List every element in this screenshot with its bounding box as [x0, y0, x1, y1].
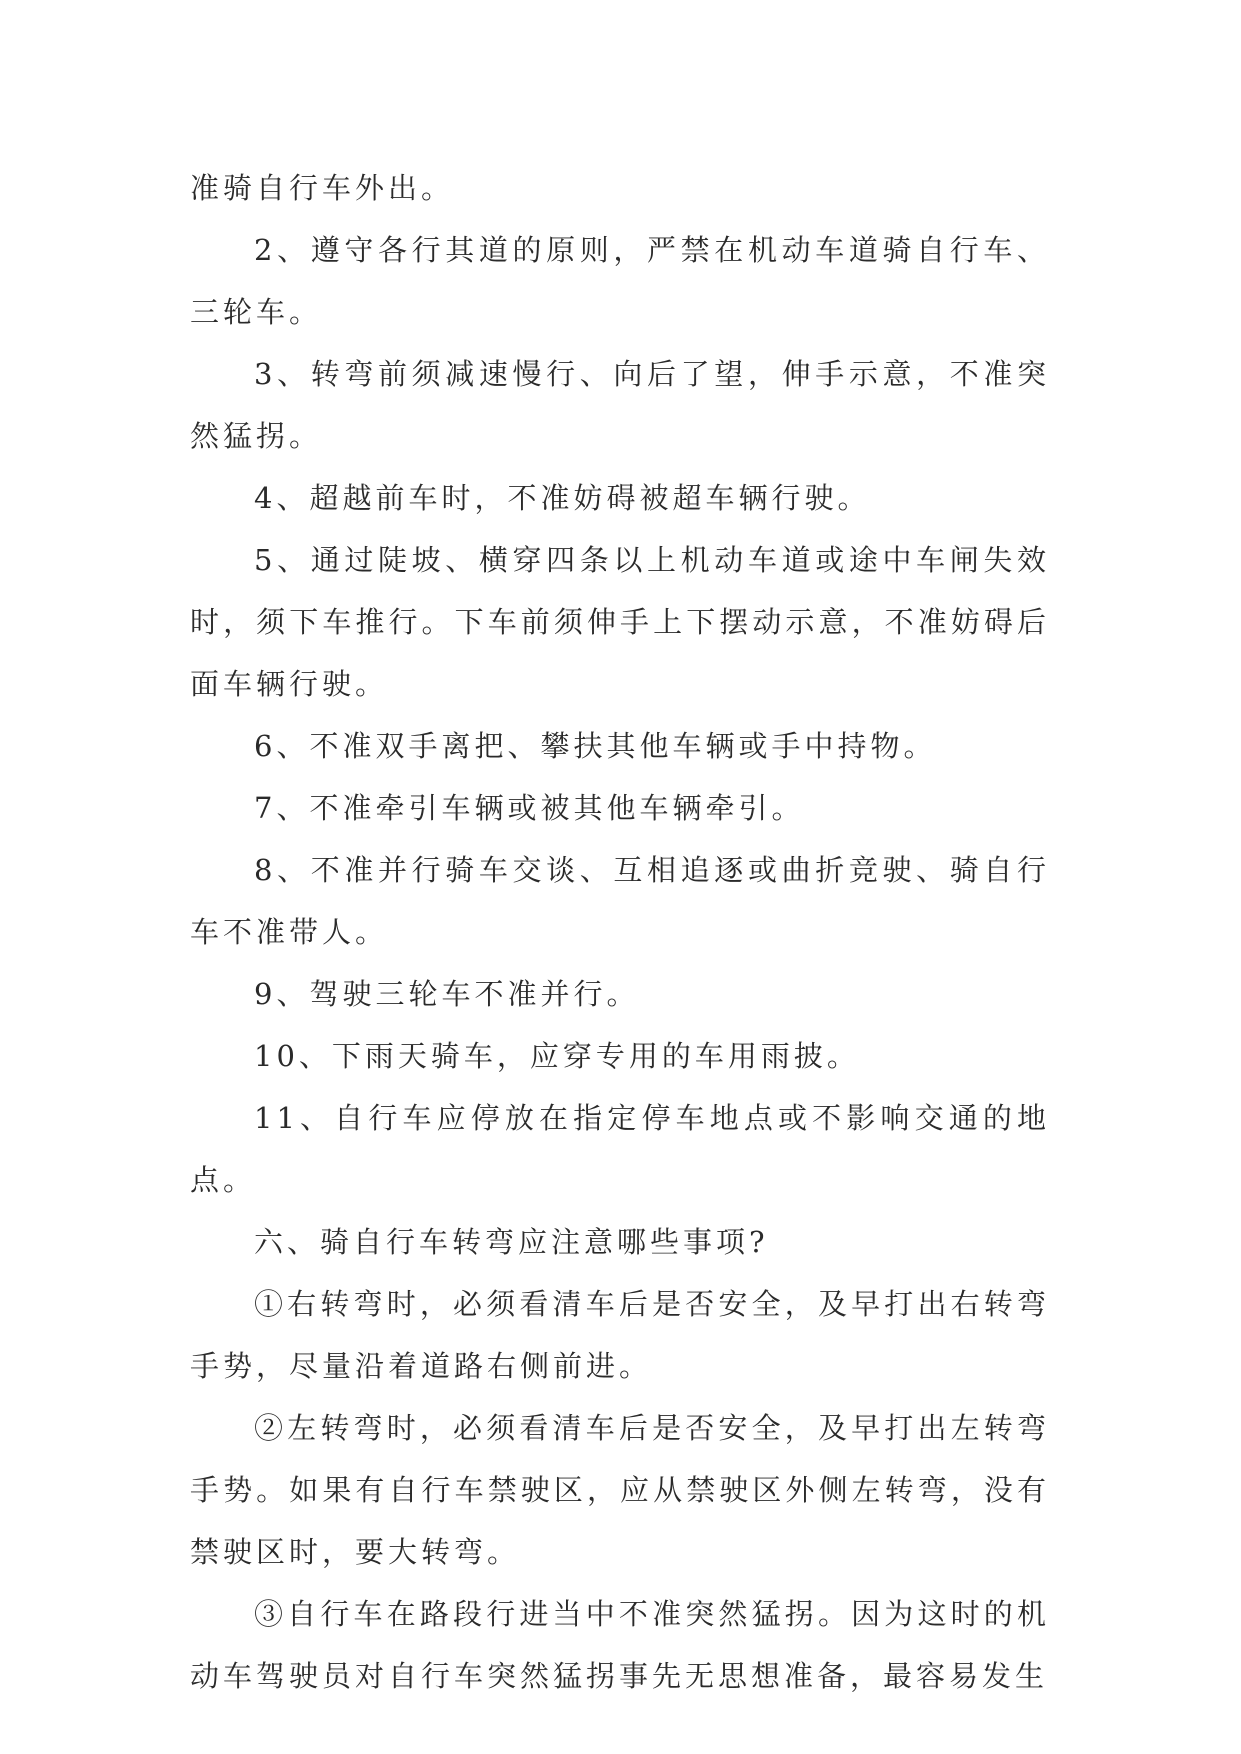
- rule-item-6: 6、不准双手离把、攀扶其他车辆或手中持物。: [254, 729, 937, 763]
- rule-item-2: 2、遵守各行其道的原则，严禁在机动车道骑自行车、三轮车。: [190, 233, 1050, 329]
- rule-item-8: 8、不准并行骑车交谈、互相追逐或曲折竞驶、骑自行车不准带人。: [190, 853, 1050, 949]
- turn-item-1: ①右转弯时，必须看清车后是否安全，及早打出右转弯手势，尽量沿着道路右侧前进。: [190, 1287, 1050, 1383]
- turn-item-2: ②左转弯时，必须看清车后是否安全，及早打出左转弯手势。如果有自行车禁驶区，应从禁驶区外侧左转弯，没有禁驶区时，要大转弯。: [190, 1411, 1050, 1569]
- rule-item-5: 5、通过陡坡、横穿四条以上机动车道或途中车闸失效时，须下车推行。下车前须伸手上下摆动示意，不准妨碍后面车辆行驶。: [190, 543, 1050, 701]
- paragraph-continuation: 准骑自行车外出。: [190, 171, 455, 205]
- turn-item-3: ③自行车在路段行进当中不准突然猛拐。因为这时的机动车驾驶员对自行车突然猛拐事先无思想准备，最容易发生: [190, 1597, 1050, 1693]
- document-body: [190, 157, 1050, 1707]
- rule-item-10: 10、下雨天骑车，应穿专用的车用雨披。: [254, 1039, 860, 1073]
- rule-item-4: 4、超越前车时，不准妨碍被超车辆行驶。: [254, 481, 871, 515]
- rule-item-3: 3、转弯前须减速慢行、向后了望，伸手示意，不准突然猛拐。: [190, 357, 1050, 453]
- section-heading-six: 六、骑自行车转弯应注意哪些事项?: [254, 1225, 769, 1259]
- rule-item-7: 7、不准牵引车辆或被其他车辆牵引。: [254, 791, 805, 825]
- rule-item-9: 9、驾驶三轮车不准并行。: [254, 977, 640, 1011]
- rule-item-11: 11、自行车应停放在指定停车地点或不影响交通的地点。: [190, 1101, 1050, 1197]
